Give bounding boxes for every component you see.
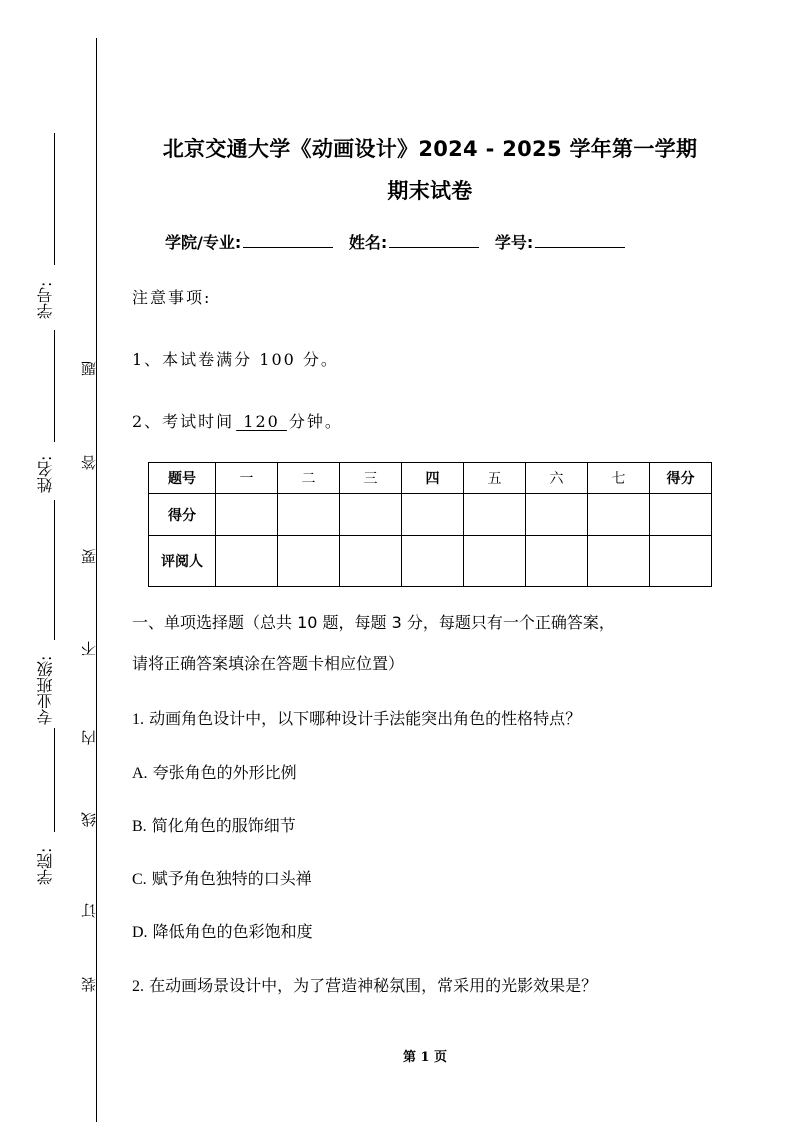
header-cell: 一 <box>216 463 278 494</box>
score-cell[interactable] <box>526 494 588 536</box>
binding-notice-char: 不 <box>80 641 98 657</box>
page-number: 第 1 页 <box>402 1050 448 1065</box>
student-id-blank[interactable] <box>535 233 625 248</box>
binding-notice-char: 订 <box>80 903 98 919</box>
option-text: 夸张角色的外形比例 <box>152 763 297 782</box>
binding-line <box>96 38 97 1122</box>
option-letter: D. <box>132 924 148 941</box>
exam-subtitle: 期末试卷 <box>387 179 473 203</box>
option-c[interactable] <box>132 866 312 889</box>
college-major-label: 学院/专业: <box>165 233 242 252</box>
score-cell[interactable] <box>216 494 278 536</box>
option-text: 降低角色的色彩饱和度 <box>152 922 313 941</box>
question-2 <box>132 973 597 996</box>
name-label: 姓名: <box>36 455 55 493</box>
header-cell: 七 <box>588 463 650 494</box>
reviewer-cell[interactable] <box>278 536 340 587</box>
header-cell: 题号 <box>149 463 216 494</box>
student-id-label: 学号: <box>36 281 55 319</box>
row-label: 得分 <box>149 494 216 536</box>
reviewer-cell[interactable] <box>526 536 588 587</box>
table-row <box>149 536 712 587</box>
option-letter: C. <box>132 871 147 888</box>
reviewer-cell[interactable] <box>216 536 278 587</box>
note-item-2 <box>132 409 343 432</box>
header-cell: 二 <box>278 463 340 494</box>
question-text: 动画角色设计中，以下哪种设计手法能突出角色的性格特点？ <box>149 709 582 728</box>
score-table-header-row <box>149 463 712 494</box>
option-text: 赋予角色独特的口头禅 <box>151 869 312 888</box>
notes-heading: 注意事项: <box>132 288 212 307</box>
score-cell[interactable] <box>464 494 526 536</box>
header-cell: 三 <box>340 463 402 494</box>
table-row <box>149 494 712 536</box>
binding-field-line <box>54 500 55 640</box>
binding-notice-char: 答 <box>80 455 98 471</box>
section-heading-cont: 请将正确答案填涂在答题卡相应位置） <box>132 654 405 673</box>
header-cell: 五 <box>464 463 526 494</box>
binding-notice-char: 装 <box>80 977 98 993</box>
option-d[interactable] <box>132 919 313 942</box>
question-1 <box>132 706 581 729</box>
question-text: 在动画场景设计中，为了营造神秘氛围，常采用的光影效果是？ <box>149 976 598 995</box>
binding-notice-char: 线 <box>80 812 98 828</box>
student-info-row <box>165 230 635 253</box>
binding-notice-char: 要 <box>80 549 98 565</box>
binding-field-line <box>54 133 55 265</box>
binding-field-line <box>54 728 55 832</box>
option-a[interactable] <box>132 760 297 783</box>
college-major-blank[interactable] <box>243 233 333 248</box>
score-cell[interactable] <box>650 494 712 536</box>
score-cell[interactable] <box>588 494 650 536</box>
exam-title: 北京交通大学《动画设计》2024 - 2025 学年第一学期 <box>162 137 698 161</box>
major-class-label: 专业班级: <box>36 655 55 725</box>
row-label: 评阅人 <box>149 536 216 587</box>
reviewer-cell[interactable] <box>402 536 464 587</box>
score-table <box>148 462 712 587</box>
binding-notice-char: 题 <box>80 361 98 377</box>
option-text: 简化角色的服饰细节 <box>151 816 296 835</box>
note-item-2-prefix: 2、考试时间 <box>132 412 235 431</box>
reviewer-cell[interactable] <box>588 536 650 587</box>
score-cell[interactable] <box>278 494 340 536</box>
option-b[interactable] <box>132 813 296 836</box>
score-cell[interactable] <box>340 494 402 536</box>
binding-notice-char: 内 <box>80 730 98 746</box>
option-letter: A. <box>132 765 148 782</box>
reviewer-cell[interactable] <box>650 536 712 587</box>
name-label: 姓名: <box>348 233 388 252</box>
exam-duration-value: 120 <box>236 412 287 431</box>
note-item-1: 1、本试卷满分 100 分。 <box>132 350 339 369</box>
binding-field-line <box>54 330 55 442</box>
reviewer-cell[interactable] <box>340 536 402 587</box>
score-cell[interactable] <box>402 494 464 536</box>
question-number: 2. <box>132 978 144 995</box>
header-cell: 得分 <box>650 463 712 494</box>
name-blank[interactable] <box>389 233 479 248</box>
header-cell: 六 <box>526 463 588 494</box>
section-heading: 一、单项选择题（总共 10 题，每题 3 分，每题只有一个正确答案， <box>132 613 615 632</box>
student-id-label: 学号: <box>494 233 534 252</box>
reviewer-cell[interactable] <box>464 536 526 587</box>
question-number: 1. <box>132 711 144 728</box>
header-cell: 四 <box>402 463 464 494</box>
college-label: 学院: <box>36 847 55 885</box>
note-item-2-suffix: 分钟。 <box>288 412 343 431</box>
option-letter: B. <box>132 818 147 835</box>
